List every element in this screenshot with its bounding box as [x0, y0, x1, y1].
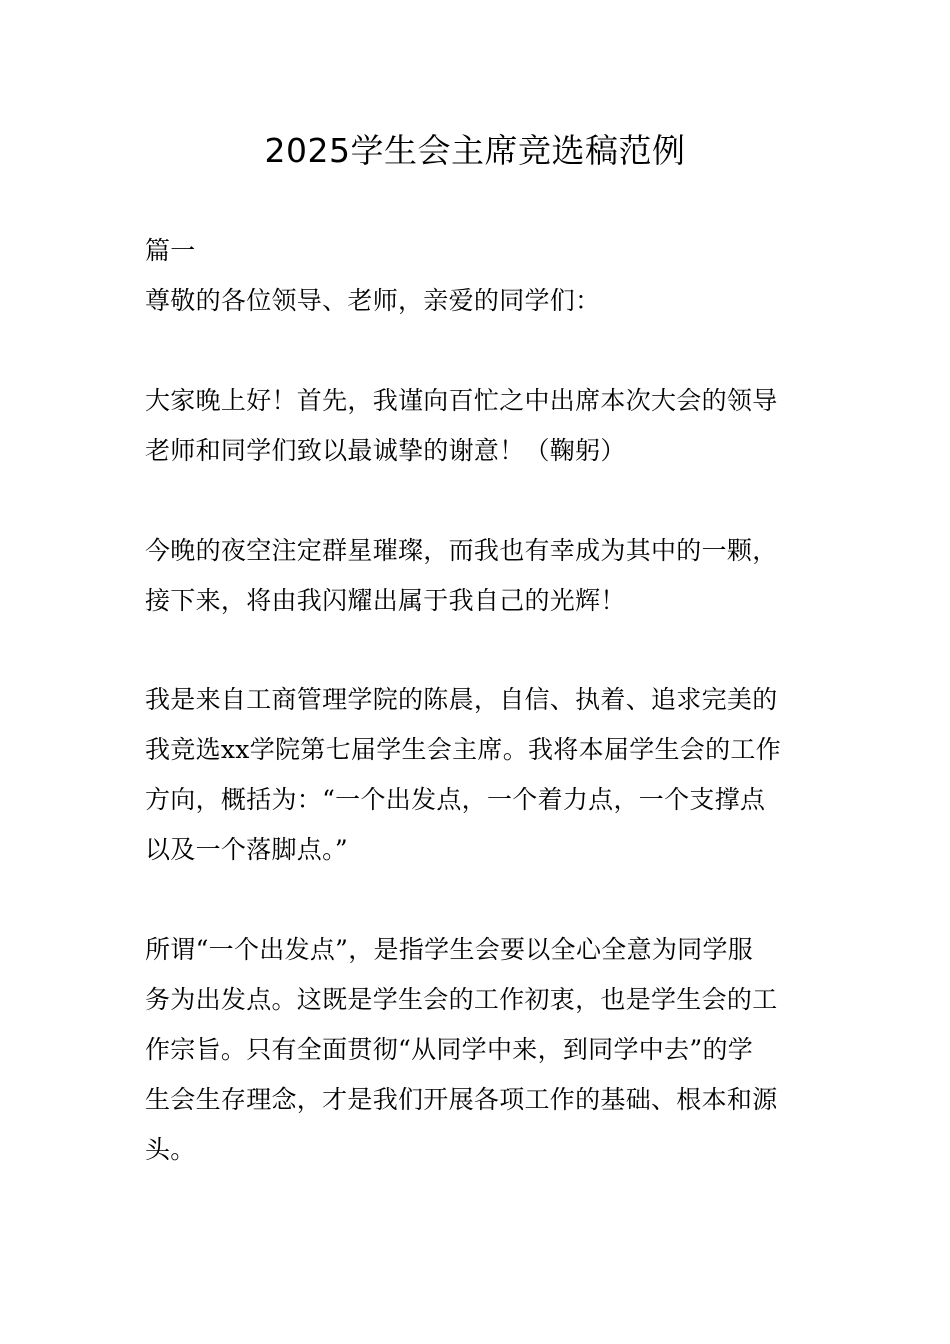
paragraph-stars	[145, 526, 810, 626]
paragraph-line: 作宗旨。只有全面贯彻“从同学中来，到同学中去”的学	[145, 1035, 754, 1064]
paragraph-line: 我是来自工商管理学院的陈晨，自信、执着、追求完美的	[145, 685, 778, 714]
paragraph-line: 接下来，将由我闪耀出属于我自己的光辉！	[145, 586, 626, 615]
paragraph-line: 今晚的夜空注定群星璀璨，而我也有幸成为其中的一颗，	[145, 536, 778, 565]
paragraph-line: 所谓“一个出发点”，是指学生会要以全心全意为同学服	[145, 935, 754, 964]
paragraph-line: 以及一个落脚点。”	[145, 835, 348, 864]
salutation: 尊敬的各位领导、老师，亲爱的同学们：	[145, 286, 601, 315]
paragraph-line: 我竞选xx学院第七届学生会主席。我将本届学生会的工作	[145, 735, 782, 764]
paragraph-line: 务为出发点。这既是学生会的工作初衷，也是学生会的工	[145, 985, 778, 1014]
paragraph-introduction	[145, 675, 810, 875]
paragraph-line: 生会生存理念，才是我们开展各项工作的基础、根本和源	[145, 1085, 778, 1114]
paragraph-starting-point	[145, 925, 810, 1175]
section-label: 篇一	[145, 236, 196, 265]
document-title: 2025学生会主席竞选稿范例	[264, 131, 686, 170]
paragraph-thanks	[145, 376, 810, 476]
paragraph-line: 方向，概括为：“一个出发点，一个着力点，一个支撑点	[145, 785, 766, 814]
paragraph-line: 头。	[145, 1135, 196, 1164]
paragraph-line: 老师和同学们致以最诚挚的谢意！（鞠躬）	[145, 436, 626, 465]
paragraph-line: 大家晚上好！首先，我谨向百忙之中出席本次大会的领导	[145, 386, 778, 415]
